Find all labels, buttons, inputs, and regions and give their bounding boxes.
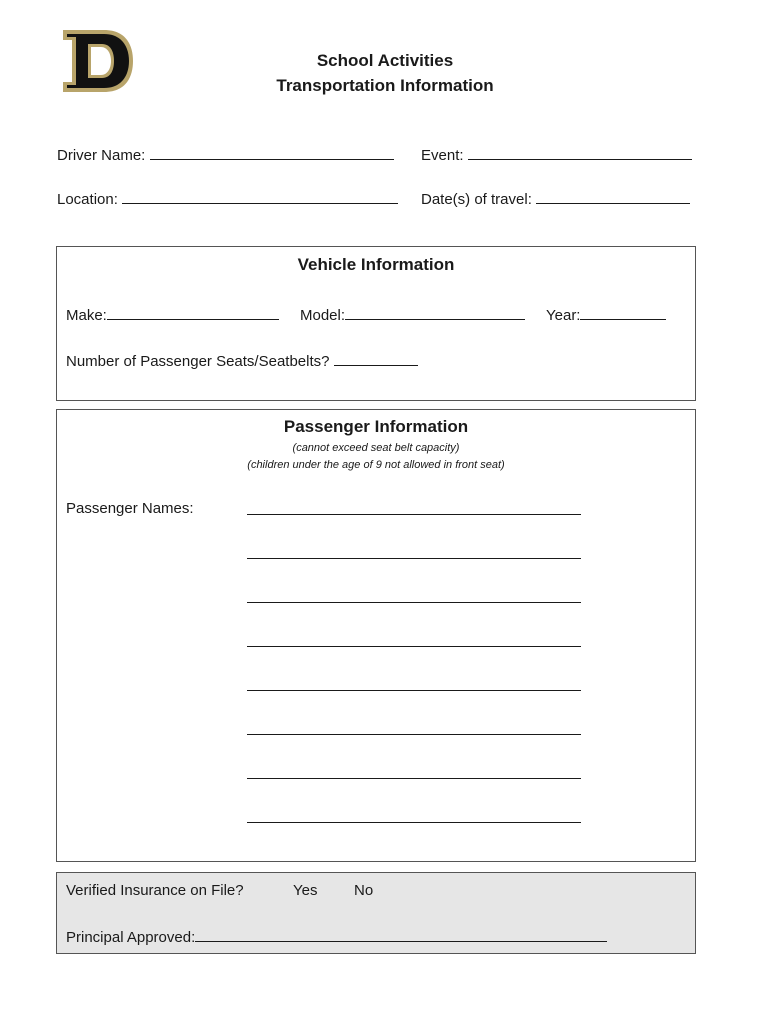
model-blank[interactable] xyxy=(345,305,525,320)
event-field xyxy=(421,145,692,164)
passenger-name-line[interactable] xyxy=(247,558,581,559)
form-title xyxy=(0,48,770,98)
title-line-2: Transportation Information xyxy=(276,76,494,95)
location-field xyxy=(57,189,398,208)
passenger-name-line[interactable] xyxy=(247,602,581,603)
insurance-yes-option[interactable]: Yes xyxy=(293,882,318,899)
seats-label: Number of Passenger Seats/Seatbelts? xyxy=(66,353,330,370)
passenger-name-line[interactable] xyxy=(247,734,581,735)
front-seat-note: (children under the age of 9 not allowed in front seat) xyxy=(247,459,505,471)
location-blank[interactable] xyxy=(122,189,398,204)
vehicle-heading: Vehicle Information xyxy=(297,255,455,274)
principal-blank[interactable] xyxy=(195,927,607,942)
insurance-label: Verified Insurance on File? xyxy=(66,882,244,899)
insurance-no-option[interactable]: No xyxy=(354,882,374,899)
passenger-name-line[interactable] xyxy=(247,646,581,647)
passenger-heading: Passenger Information xyxy=(283,417,469,436)
make-field xyxy=(66,305,279,324)
event-blank[interactable] xyxy=(468,145,692,160)
year-label: Year: xyxy=(546,307,581,324)
make-blank[interactable] xyxy=(107,305,279,320)
make-label: Make: xyxy=(66,307,107,324)
seats-field xyxy=(66,351,418,370)
year-blank[interactable] xyxy=(580,305,666,320)
dates-blank[interactable] xyxy=(536,189,690,204)
driver-name-label: Driver Name: xyxy=(57,147,146,164)
vehicle-info-box xyxy=(56,246,696,401)
passenger-name-line[interactable] xyxy=(247,514,581,515)
approval-box xyxy=(56,872,696,954)
title-line-1: School Activities xyxy=(316,51,454,70)
event-label: Event: xyxy=(421,147,464,164)
seatbelt-note: (cannot exceed seat belt capacity) xyxy=(292,442,460,454)
driver-name-field xyxy=(57,145,394,164)
passenger-name-line[interactable] xyxy=(247,690,581,691)
principal-field xyxy=(66,927,607,946)
year-field xyxy=(546,305,666,324)
seats-blank[interactable] xyxy=(334,351,418,366)
passenger-info-box xyxy=(56,409,696,862)
passenger-names-label: Passenger Names: xyxy=(66,500,194,517)
passenger-name-line[interactable] xyxy=(247,822,581,823)
model-label: Model: xyxy=(300,307,346,324)
dates-label: Date(s) of travel: xyxy=(421,191,532,208)
dates-field xyxy=(421,189,690,208)
driver-name-blank[interactable] xyxy=(150,145,394,160)
location-label: Location: xyxy=(57,191,118,208)
model-field xyxy=(300,305,525,324)
passenger-name-line[interactable] xyxy=(247,778,581,779)
principal-label: Principal Approved: xyxy=(66,929,196,946)
